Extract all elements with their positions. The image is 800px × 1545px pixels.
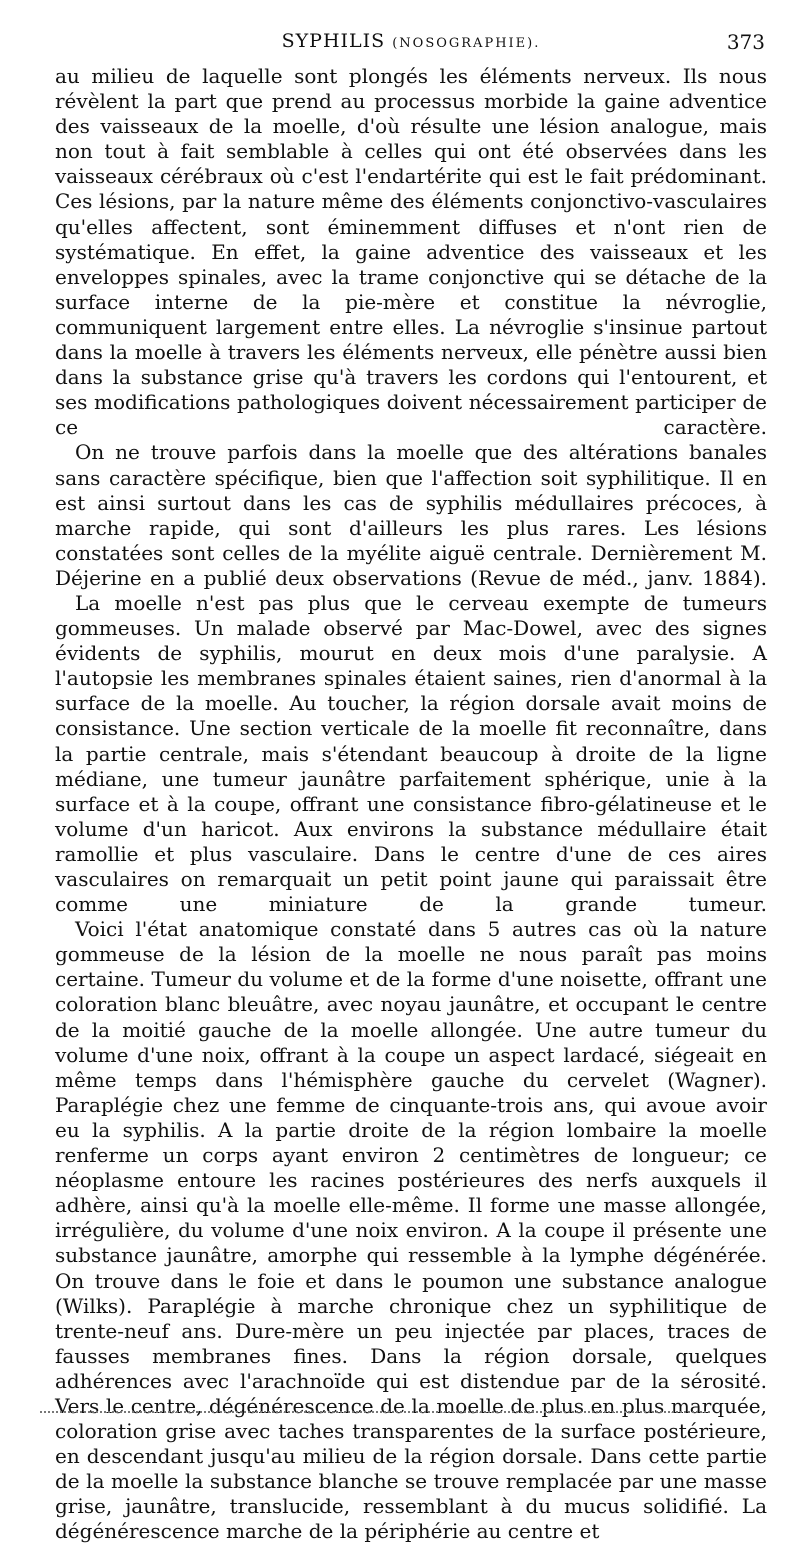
paragraph: Voici l'état anatomique constaté dans 5 autres cas où la nature gommeuse de la lésion de la moelle ne nous paraît pas moins certaine. Tumeur du volume et de la forme d'une noisette, offrant une coloration blanc bleuâtre, avec noyau jaunâtre, et occupant le centre de la moitié gauche de la moelle allongée. Une autre tumeur du volume d'une noix, offrant à la coupe un aspect lardacé, siégeait en même temps dans l'hémisphère gauche du cervelet (Wagner). Paraplégie chez une femme de cinquante-trois ans, qui avoue avoir eu la syphilis. A la partie droite de la région lombaire la moelle renferme un corps ayant environ 2 centimètres de longueur; ce néoplasme entoure les racines postérieures des nerfs auxquels il adhère, ainsi qu'à la moelle elle-même. Il forme une masse allongée, irrégulière, du volume d'une noix environ. A la coupe il présente une substance jaunâtre, amorphe qui ressemble à la lymphe dégénérée. On trouve dans le foie et dans le poumon une substance analogue (Wilks). Paraplégie à marche chronique chez un syphilitique de trente-neuf ans. Dure-mère un peu injectée par places, traces de fausses membranes fines. Dans la région dorsale, quelques adhérences avec l'arachnoïde qui est distendue par de la sérosité. Vers le centre, dégénérescence de la moelle de plus en plus marquée, coloration grise avec taches transparentes de la surface postérieure, en descendant jusqu'au milieu de la région dorsale. Dans cette partie de la moelle la substance blanche se trouve remplacée par une masse grise, jaunâtre, translucide, ressemblant à du mucus solidifié. La dégénérescence marche de la périphérie au centre et xyxy=(55,917,767,1544)
paragraph: On ne trouve parfois dans la moelle que des altérations banales sans caractère spécifique, bien que l'affection soit syphilitique. Il en est ainsi surtout dans les cas de syphilis médullaires précoces, à marche rapide, qui sont d'ailleurs les plus rares. Les lésions constatées sont celles de la myélite aiguë centrale. Dernièrement M. Déjerine en a publié deux observations (Revue de méd., janv. 1884). xyxy=(55,440,767,590)
paragraph: au milieu de laquelle sont plongés les éléments nerveux. Ils nous révèlent la part que prend au processus morbide la gaine adventice des vaisseaux de la moelle, d'où résulte une lésion analogue, mais non tout à fait semblable à celles qui ont été observées dans les vaisseaux cérébraux où c'est l'endartérite qui est le fait prédominant. Ces lésions, par la nature même des éléments conjonctivo-vasculaires qu'elles affectent, sont éminemment diffuses et n'ont rien de systématique. En effet, la gaine adventice des vaisseaux et les enveloppes spinales, avec la trame conjonctive qui se détache de la surface interne de la pie-mère et constitue la névroglie, communiquent largement entre elles. La névroglie s'insinue partout dans la moelle à travers les éléments nerveux, elle pénètre aussi bien dans la substance grise qu'à travers les cordons qui l'entourent, et ses modifications pathologiques doivent nécessairement participer de ce caractère. xyxy=(55,64,767,440)
running-title-main: SYPHILIS xyxy=(281,30,386,52)
bottom-dotted-rule xyxy=(40,1411,710,1413)
body-text xyxy=(55,64,767,1545)
running-header xyxy=(55,26,767,60)
paragraph: La moelle n'est pas plus que le cerveau exempte de tumeurs gommeuses. Un malade observé par Mac-Dowel, avec des signes évidents de syphilis, mourut en deux mois d'une paralysie. A l'autopsie les membranes spinales étaient saines, rien d'anormal à la surface de la moelle. Au toucher, la région dorsale avait moins de consistance. Une section verticale de la moelle fit reconnaître, dans la partie centrale, mais s'étendant beaucoup à droite de la ligne médiane, une tumeur jaunâtre parfaitement sphérique, unie à la surface et à la coupe, offrant une consistance fibro-gélatineuse et le volume d'un haricot. Aux environs la substance médullaire était ramollie et plus vasculaire. Dans le centre d'une de ces aires vasculaires on remarquait un petit point jaune qui paraissait être comme une miniature de la grande tumeur. xyxy=(55,590,767,917)
page-number: 373 xyxy=(726,30,765,54)
running-title-sub: (NOSOGRAPHIE). xyxy=(392,36,541,51)
running-title xyxy=(55,30,767,52)
